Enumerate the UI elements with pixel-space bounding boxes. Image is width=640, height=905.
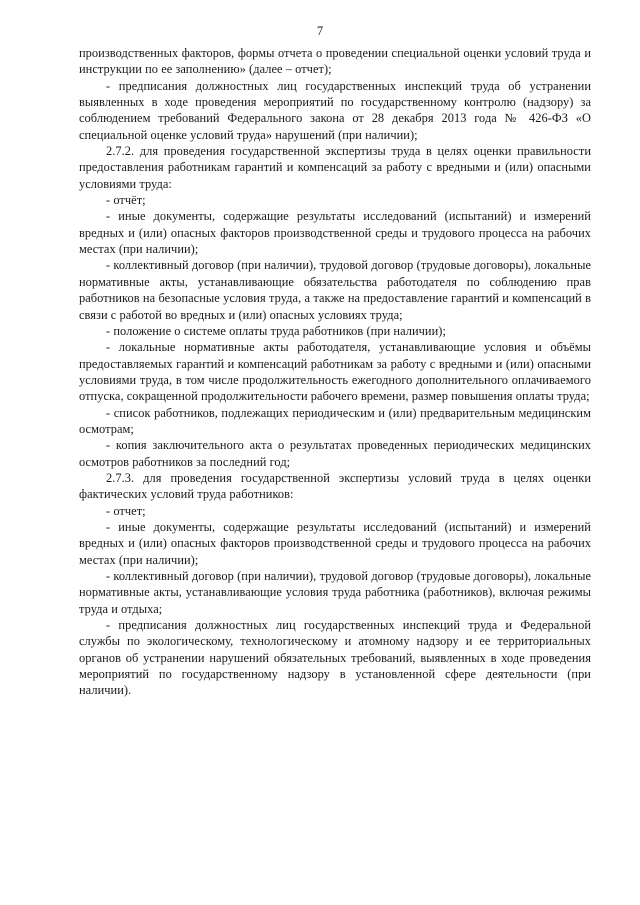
page-number: 7 (316, 24, 324, 38)
list-item-inspection-orders-2: - предписания должностных лиц государственных инспекций труда и Федеральной службы по экологическому, технологическому и атомному надзору и ее территориальных органов об устранении нарушений обязательных требований, выявленных в ходе проведения мероприятий по государственному надзору в установленной сфере деятельности (при наличии). (79, 618, 591, 698)
list-item-report-2: - отчет; (106, 503, 146, 518)
list-item-report: - отчёт; (106, 193, 146, 208)
list-item-local-acts: - локальные нормативные акты работодателя, устанавливающие условия и объёмы предоставляемых гарантий и компенсаций работникам за работу с вредными и (или) опасными условиями труда, в том числе продолжительность ежегодного дополнительного оплачиваемого отпуска, сокращенной продолжительности рабочего времени, размер повышения оплаты труда; (79, 340, 591, 404)
list-item-medical-act-copy: - копия заключительного акта о результатах проведенных периодических медицинских осмотров работников за последний год; (79, 438, 591, 469)
list-item-other-documents: - иные документы, содержащие результаты исследований (испытаний) и измерений вредных и (или) опасных факторов производственной среды и трудового процесса на рабочих местах (при наличии); (79, 209, 591, 257)
section-2-7-3: 2.7.3. для проведения государственной экспертизы условий труда в целях оценки фактических условий труда работников: (79, 470, 591, 502)
paragraph-continuation: производственных факторов, формы отчета о проведении специальной оценки условий труда и инструкции по ее заполнению» (далее – отчет); (79, 46, 591, 77)
document-body (79, 45, 591, 699)
list-item-collective-agreement: - коллективный договор (при наличии), трудовой договор (трудовые договоры), локальные нормативные акты, устанавливающие обязательства работодателя по соблюдению прав работников на безопасные условия труда, а также на предоставление гарантий и компенсаций в связи с работой во вредных и (или) опасных условиях труда; (79, 258, 591, 322)
list-item-other-documents-2: - иные документы, содержащие результаты исследований (испытаний) и измерений вредных и (или) опасных факторов производственной среды и трудового процесса на рабочих местах (при наличии); (79, 519, 591, 567)
section-2-7-2: 2.7.2. для проведения государственной экспертизы труда в целях оценки правильности предоставления работникам гарантий и компенсаций за работу с вредными и (или) опасными условиями труда: (79, 144, 591, 191)
list-item-inspection-orders: - предписания должностных лиц государственных инспекций труда об устранении выявленных в ходе проведения мероприятий по государственному контролю (надзору) за соблюдением требований Федерального закона от 28 декабря 2013 года № 426-ФЗ «О специальной оценке условий труда» нарушений (при наличии); (79, 78, 591, 142)
list-item-employee-list: - список работников, подлежащих периодическим и (или) предварительным медицинским осмотрам; (79, 405, 591, 436)
list-item-collective-agreement-2: - коллективный договор (при наличии), трудовой договор (трудовые договоры), локальные нормативные акты, устанавливающие условия труда работника (работников), включая режимы труда и отдыха; (79, 569, 591, 616)
list-item-payment-system: - положение о системе оплаты труда работников (при наличии); (106, 323, 446, 338)
